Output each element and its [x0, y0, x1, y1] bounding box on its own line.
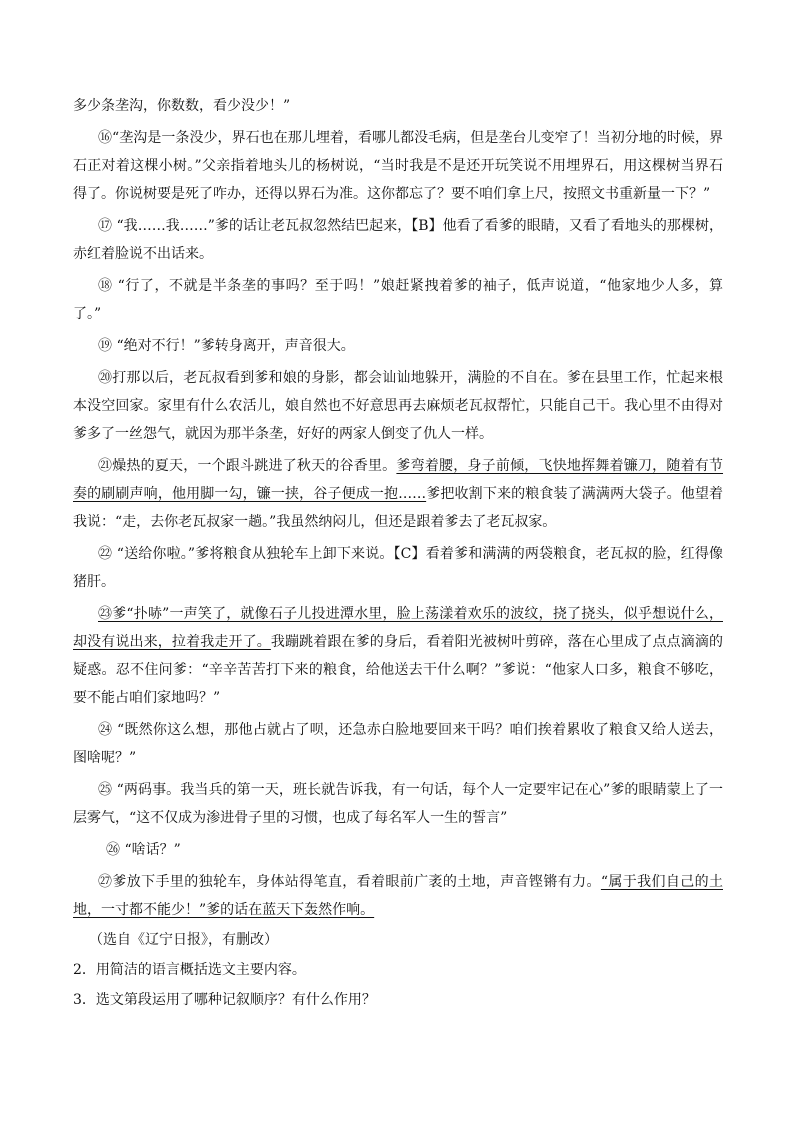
- paragraph-24: [73, 716, 723, 772]
- paragraph-15-end: [73, 92, 723, 120]
- question-3: 3．选文第段运用了哪种记叙顺序？有什么作用？: [73, 992, 376, 1008]
- paragraph-text: ⑲ “绝对不行！”爹转身离开，声音很大。: [98, 338, 355, 354]
- paragraph-16: [73, 124, 723, 208]
- underlined-sentence: “属于我们自己的土地，一寸都不能少！”爹的话在蓝天下轰然作响。: [73, 874, 723, 918]
- paragraph-text: ㉑燥热的夏天，一个跟斗跳进了秋天的谷香里。: [98, 458, 397, 474]
- paragraph-text: ㉒ “送给你啦。”爹将粮食从独轮车上卸下来说。【C】看着爹和满满的两袋粮食，老瓦叔的脸，红得像猪肝。: [73, 546, 723, 590]
- paragraph-21: [73, 452, 723, 536]
- paragraph-text: ㉖ “啥话？”: [106, 842, 181, 858]
- paragraph-text: ㉔ “既然你这么想，那他占就占了呗，还急赤白脸地要回来干吗？咱们挨着累收了粮食又给人送去，图啥呢？”: [73, 722, 723, 766]
- paragraph-text: ㉗爹放下手里的独轮车，身体站得笔直，看着眼前广袤的土地，声音铿锵有力。: [98, 874, 601, 890]
- paragraph-text: ⑯“垄沟是一条没少，界石也在那儿埋着，看哪儿都没毛病，但是垄台儿变窄了！当初分地的时候，界石正对着这棵小树。”父亲指着地头儿的杨树说，“当时我是不是还开玩笑说不用埋界石，用这棵树当界石得了。你说树要是死了咋办，还得以界石为准。这你都忘了？要不咱们拿上尺，按照文书重新量一下？”: [73, 130, 723, 202]
- paragraph-18: [73, 272, 723, 328]
- paragraph-25: [73, 776, 723, 832]
- paragraph-23: [73, 600, 723, 712]
- paragraph-text: ⑰ “我……我……”爹的话让老瓦叔忽然结巴起来，【B】他看了看爹的眼睛，又看了看地头的那棵树，赤红着脸说不出话来。: [73, 218, 723, 262]
- paragraph-text: ㉕ “两码事。我当兵的第一天，班长就告诉我，有一句话，每个人一定要牢记在心”爹的眼睛蒙上了一层雾气，“这不仅成为渗进骨子里的习惯，也成了每名军人一生的誓言”: [73, 782, 723, 826]
- underlined-sentence: 爹弯着腰，身子前倾，飞快地挥舞着镰刀，随着有节奏的刷刷声响，他用脚一勾，镰一挟，谷子便成一抱……: [73, 458, 724, 502]
- paragraph-27: [73, 868, 723, 924]
- paragraph-20: [73, 364, 723, 448]
- paragraph-26: [73, 836, 723, 864]
- paragraph-text: 多少条垄沟，你数数，看少没少！”: [73, 98, 291, 114]
- question-2: 2．用简洁的语言概括选文主要内容。: [73, 962, 306, 978]
- paragraph-text: ⑳打那以后，老瓦叔看到爹和娘的身影，都会讪讪地躲开，满脸的不自在。爹在县里工作，忙起来根本没空回家。家里有什么农活儿，娘自然也不好意思再去麻烦老瓦叔帮忙，只能自己干。我心里不由得对爹多了一丝怨气，就因为那半条垄，好好的两家人倒变了仇人一样。: [73, 370, 723, 442]
- paragraph-text: 爹把收割下来的粮食装了满满两大袋子。他望着我说：“走，去你老瓦叔家一趟。”我虽然纳闷儿，但还是跟着爹去了老瓦叔家。: [73, 486, 724, 530]
- paragraph-22: [73, 540, 723, 596]
- paragraph-17: [73, 212, 723, 268]
- paragraph-text: 我蹦跳着跟在爹的身后，看着阳光被树叶剪碎，落在心里成了点点滴滴的疑惑。忍不住问爹：“辛辛苦苦打下来的粮食，给他送去干什么啊？”爹说：“他家人口多，粮食不够吃，要不能占咱们家地吗？”: [73, 634, 724, 706]
- source-note: （选自《辽宁日报》，有删改）: [89, 932, 278, 948]
- paragraph-19: [73, 332, 723, 360]
- underlined-sentence: ㉓爹“扑哧”一声笑了，就像石子儿投进潭水里，脸上荡漾着欢乐的波纹，挠了挠头，似乎想说什么，却没有说出来，拉着我走开了。: [73, 606, 723, 650]
- article-body: [73, 92, 723, 1014]
- paragraph-text: ⑱ “行了，不就是半条垄的事吗？至于吗！”娘赶紧拽着爹的袖子，低声说道，“他家地少人多，算了。”: [73, 278, 723, 322]
